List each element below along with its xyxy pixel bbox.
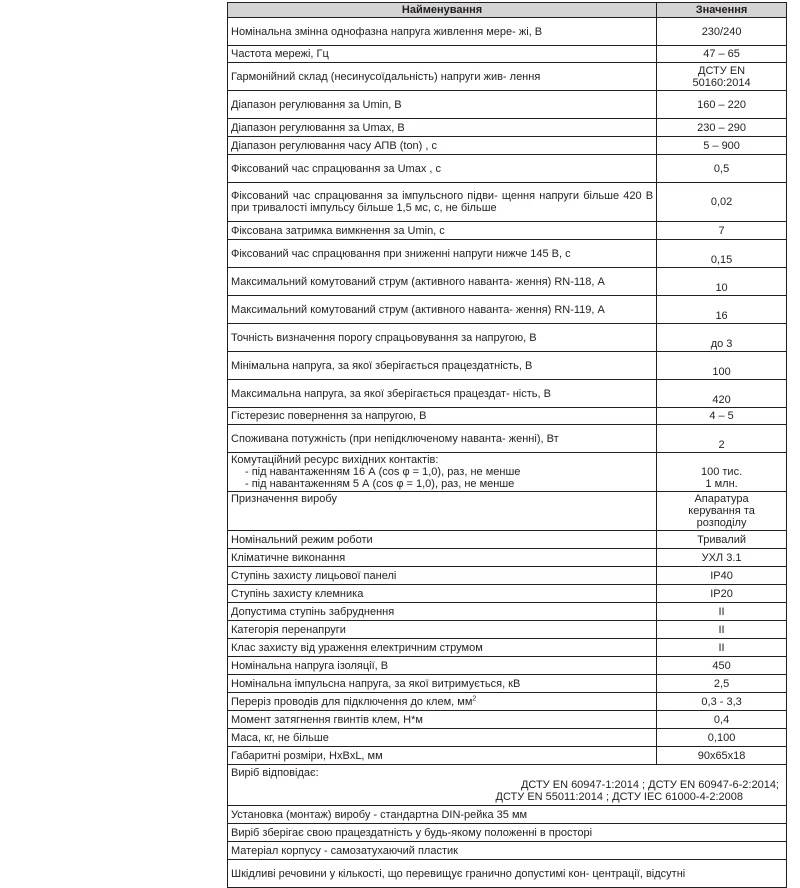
table-row	[228, 693, 787, 711]
spec-value: 7	[657, 222, 787, 240]
spec-name-line: Комутаційний ресурс вихідних контактів:	[231, 454, 439, 466]
note-text: Матеріал корпусу - самозатухаючий пластик	[228, 842, 787, 860]
spec-name: Номінальна напруга ізоляції, В	[228, 657, 657, 675]
spec-name: Фіксований час спрацювання за Umax , с	[228, 155, 657, 183]
spec-value: 450	[657, 657, 787, 675]
spec-value: 4 – 5	[657, 408, 787, 425]
table-row	[228, 585, 787, 603]
spec-value-line: Апаратура	[694, 493, 749, 505]
table-row	[228, 183, 787, 222]
spec-value: 10	[657, 268, 787, 296]
note-row	[228, 824, 787, 842]
table-row	[228, 675, 787, 693]
table-row	[228, 352, 787, 380]
note-row	[228, 842, 787, 860]
table-row	[228, 46, 787, 63]
spec-name: Максимальна напруга, за якої зберігається працездат- ність, В	[228, 380, 657, 408]
spec-name: Номінальний режим роботи	[228, 531, 657, 549]
table-row	[228, 63, 787, 91]
compliance-cell	[228, 765, 787, 806]
spec-value-line: 50160:2014	[692, 76, 751, 89]
spec-name: Гармонійний склад (несинусоїдальність) напруги жив- лення	[228, 63, 657, 91]
spec-name: Гістерезис повернення за напругою, В	[228, 408, 657, 425]
spec-value: II	[657, 621, 787, 639]
spec-name: Кліматичне виконання	[228, 549, 657, 567]
spec-name: Споживана потужність (при непідключеному наванта- женні), Вт	[228, 425, 657, 453]
spec-value: 2,5	[657, 675, 787, 693]
spec-value: 230 – 290	[657, 119, 787, 137]
spec-value: 100	[657, 352, 787, 380]
table-row	[228, 222, 787, 240]
table-row	[228, 240, 787, 268]
table-row	[228, 380, 787, 408]
spec-name: Мінімальна напруга, за якої зберігається працездатність, В	[228, 352, 657, 380]
spec-value-line: 1 млн.	[705, 478, 738, 490]
spec-name: Габаритні розміри, HxBxL, мм	[228, 747, 657, 765]
spec-value-line: ДСТУ EN	[698, 64, 746, 77]
spec-name: Момент затягнення гвинтів клем, Н*м	[228, 711, 657, 729]
table-header-row	[228, 3, 787, 18]
spec-name: Номінальна змінна однофазна напруга живлення мере- жі, В	[228, 18, 657, 46]
table-row	[228, 137, 787, 155]
spec-name: Ступінь захисту лицьової панелі	[228, 567, 657, 585]
table-row	[228, 155, 787, 183]
spec-value: Тривалий	[657, 531, 787, 549]
compliance-standards-line: ДСТУ EN 60947-1:2014 ; ДСТУ EN 60947-6-2:2014;	[520, 779, 779, 791]
note-text: Установка (монтаж) виробу - стандартна DIN-рейка 35 мм	[228, 806, 787, 824]
spec-value: 5 – 900	[657, 137, 787, 155]
table-row	[228, 119, 787, 137]
spec-value-line: керування та	[688, 505, 755, 517]
table-row	[228, 324, 787, 352]
compliance-row	[228, 765, 787, 806]
spec-name: Фіксований час спрацювання за імпульсного підви- щення напруги більше 420 В при тривалості імпульсу більше 1,5 мс, с, не більше	[228, 183, 657, 222]
spec-name: Максимальний комутований струм (активного наванта- ження) RN-119, А	[228, 296, 657, 324]
table-row	[228, 91, 787, 119]
spec-value: 16	[657, 296, 787, 324]
spec-name: Маса, кг, не більше	[228, 729, 657, 747]
table-row	[228, 567, 787, 585]
table-row	[228, 492, 787, 531]
spec-value: 0,02	[657, 183, 787, 222]
spec-name: Допустима ступінь забруднення	[228, 603, 657, 621]
spec-value: 420	[657, 380, 787, 408]
spec-value: 0,3 - 3,3	[657, 693, 787, 711]
spec-name: Діапазон регулювання за Umin, В	[228, 91, 657, 119]
spec-value-line: розподілу	[696, 517, 747, 529]
spec-value	[657, 453, 787, 492]
note-text: Шкідливі речовини у кількості, що перевищує гранично допустимі кон- центрації, відсутні	[228, 860, 787, 888]
spec-name: Категорія перенапруги	[228, 621, 657, 639]
spec-value: II	[657, 639, 787, 657]
spec-name: Номінальна імпульсна напруга, за якої витримується, кВ	[228, 675, 657, 693]
spec-name-line: - під навантаженням 5 А (cos φ = 1,0), раз, не менше	[245, 478, 515, 490]
spec-value: УХЛ 3.1	[657, 549, 787, 567]
spec-value-line: 100 тис.	[700, 466, 743, 478]
table-row	[228, 549, 787, 567]
table-row	[228, 425, 787, 453]
spec-value: 160 – 220	[657, 91, 787, 119]
table-row	[228, 621, 787, 639]
spec-value: 230/240	[657, 18, 787, 46]
table-row	[228, 296, 787, 324]
note-text: Виріб зберігає свою працездатність у будь-якому положенні в просторі	[228, 824, 787, 842]
table-row	[228, 18, 787, 46]
table-row	[228, 747, 787, 765]
spec-name: Діапазон регулювання часу АПВ (ton) , с	[228, 137, 657, 155]
spec-value: 90x65x18	[657, 747, 787, 765]
spec-name: Призначення виробу	[228, 492, 657, 531]
compliance-standards-line: ДСТУ EN 55011:2014 ; ДСТУ IEC 61000-4-2:2008	[495, 791, 743, 803]
spec-value: 0,4	[657, 711, 787, 729]
spec-name-text: Переріз проводів для підключення до клем, мм	[231, 695, 473, 708]
spec-value: IP20	[657, 585, 787, 603]
table-row	[228, 729, 787, 747]
spec-name-line: - під навантаженням 16 А (cos φ = 1,0), раз, не менше	[245, 466, 521, 478]
spec-name: Максимальний комутований струм (активного наванта- ження) RN-118, А	[228, 268, 657, 296]
spec-name: Діапазон регулювання за Umax, В	[228, 119, 657, 137]
spec-value: 47 – 65	[657, 46, 787, 63]
spec-name	[228, 693, 657, 711]
spec-name: Точність визначення порогу спрацьовування за напругою, В	[228, 324, 657, 352]
spec-value: IP40	[657, 567, 787, 585]
table-row	[228, 657, 787, 675]
column-header-value: Значення	[657, 3, 787, 18]
spec-name: Фіксована затримка вимкнення за Umin, с	[228, 222, 657, 240]
spec-value: 0,5	[657, 155, 787, 183]
spec-name: Частота мережі, Гц	[228, 46, 657, 63]
compliance-title: Виріб відповідає:	[231, 767, 319, 779]
spec-value: 2	[657, 425, 787, 453]
spec-name	[228, 453, 657, 492]
spec-value: 0,100	[657, 729, 787, 747]
spec-value	[657, 63, 787, 91]
spec-value: до 3	[657, 324, 787, 352]
table-row	[228, 639, 787, 657]
table-row	[228, 603, 787, 621]
superscript: 2	[472, 694, 477, 702]
table-row	[228, 453, 787, 492]
table-row	[228, 531, 787, 549]
table-row	[228, 268, 787, 296]
column-header-name: Найменування	[228, 3, 657, 18]
spec-name: Клас захисту від ураження електричним струмом	[228, 639, 657, 657]
spec-name: Ступінь захисту клемника	[228, 585, 657, 603]
note-row	[228, 806, 787, 824]
spec-value	[657, 492, 787, 531]
table-row	[228, 408, 787, 425]
spec-value: II	[657, 603, 787, 621]
table-row	[228, 711, 787, 729]
specifications-table	[227, 2, 787, 888]
note-row	[228, 860, 787, 888]
spec-name: Фіксований час спрацювання при зниженні напруги нижче 145 В, с	[228, 240, 657, 268]
spec-value: 0,15	[657, 240, 787, 268]
